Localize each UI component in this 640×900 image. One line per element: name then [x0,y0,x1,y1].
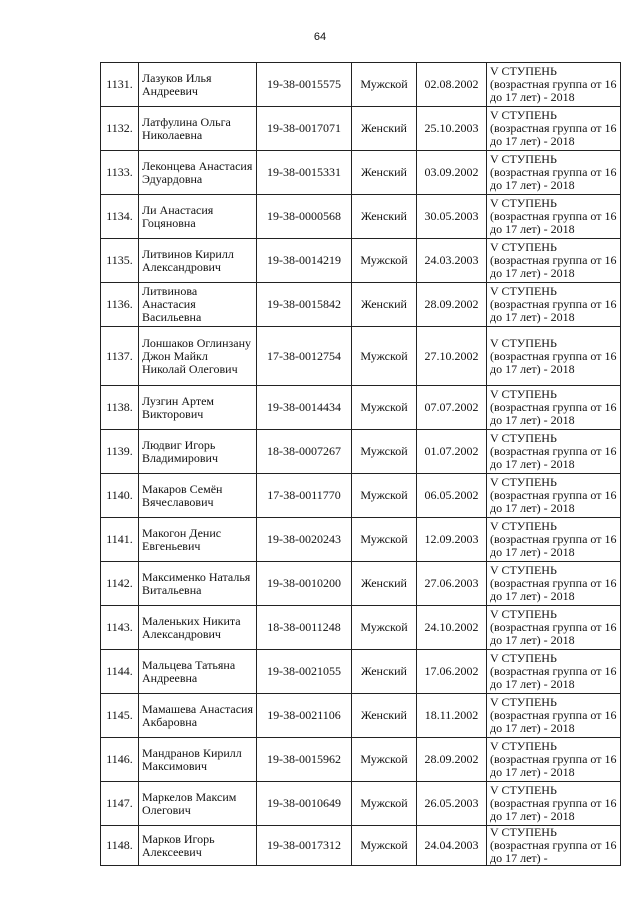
birth-date-cell: 02.08.2002 [417,63,487,107]
row-number-cell: 1134. [101,195,139,239]
gender-cell: Мужской [352,518,417,562]
birth-date-cell: 06.05.2002 [417,474,487,518]
stage-cell: V СТУПЕНЬ (возрастная группа от 16 до 17 лет) - 2018 [487,327,621,386]
uin-cell: 19-38-0015962 [257,738,352,782]
full-name-cell: Макогон Денис Евгеньевич [139,518,257,562]
uin-cell: 19-38-0015331 [257,151,352,195]
full-name-cell: Литвинова Анастасия Васильевна [139,283,257,327]
birth-date-cell: 03.09.2002 [417,151,487,195]
gender-cell: Мужской [352,474,417,518]
row-number-cell: 1137. [101,327,139,386]
row-number-cell: 1146. [101,738,139,782]
stage-cell: V СТУПЕНЬ (возрастная группа от 16 до 17 лет) - 2018 [487,195,621,239]
gender-cell: Женский [352,283,417,327]
stage-cell: V СТУПЕНЬ (возрастная группа от 16 до 17 лет) - [487,826,621,866]
table-row [101,386,621,430]
birth-date-cell: 18.11.2002 [417,694,487,738]
row-number-cell: 1143. [101,606,139,650]
table-row [101,283,621,327]
full-name-cell: Литвинов Кирилл Александрович [139,239,257,283]
table-row [101,782,621,826]
table-row [101,151,621,195]
uin-cell: 19-38-0014434 [257,386,352,430]
row-number-cell: 1136. [101,283,139,327]
stage-cell: V СТУПЕНЬ (возрастная группа от 16 до 17 лет) - 2018 [487,151,621,195]
birth-date-cell: 30.05.2003 [417,195,487,239]
full-name-cell: Максименко Наталья Витальевна [139,562,257,606]
birth-date-cell: 28.09.2002 [417,283,487,327]
full-name-cell: Леконцева Анастасия Эдуардовна [139,151,257,195]
full-name-cell: Марков Игорь Алексеевич [139,826,257,866]
full-name-cell: Маркелов Максим Олегович [139,782,257,826]
gender-cell: Мужской [352,826,417,866]
gender-cell: Мужской [352,738,417,782]
birth-date-cell: 17.06.2002 [417,650,487,694]
table-row [101,239,621,283]
row-number-cell: 1144. [101,650,139,694]
uin-cell: 18-38-0011248 [257,606,352,650]
uin-cell: 18-38-0007267 [257,430,352,474]
uin-cell: 19-38-0017071 [257,107,352,151]
full-name-cell: Мамашева Анастасия Акбаровна [139,694,257,738]
uin-cell: 19-38-0017312 [257,826,352,866]
table-row [101,826,621,866]
full-name-cell: Макаров Семён Вячеславович [139,474,257,518]
table-row [101,474,621,518]
gender-cell: Мужской [352,782,417,826]
row-number-cell: 1138. [101,386,139,430]
birth-date-cell: 25.10.2003 [417,107,487,151]
birth-date-cell: 07.07.2002 [417,386,487,430]
stage-cell: V СТУПЕНЬ (возрастная группа от 16 до 17 лет) - 2018 [487,386,621,430]
birth-date-cell: 24.10.2002 [417,606,487,650]
birth-date-cell: 24.03.2003 [417,239,487,283]
page-number: 64 [313,31,327,43]
birth-date-cell: 28.09.2002 [417,738,487,782]
table-row [101,327,621,386]
gender-cell: Мужской [352,327,417,386]
uin-cell: 19-38-0010200 [257,562,352,606]
row-number-cell: 1142. [101,562,139,606]
stage-cell: V СТУПЕНЬ (возрастная группа от 16 до 17 лет) - 2018 [487,650,621,694]
birth-date-cell: 27.10.2002 [417,327,487,386]
table-row [101,606,621,650]
table-row [101,738,621,782]
gender-cell: Женский [352,650,417,694]
row-number-cell: 1133. [101,151,139,195]
gender-cell: Мужской [352,606,417,650]
row-number-cell: 1132. [101,107,139,151]
full-name-cell: Мальцева Татьяна Андреевна [139,650,257,694]
row-number-cell: 1131. [101,63,139,107]
uin-cell: 17-38-0011770 [257,474,352,518]
gender-cell: Женский [352,694,417,738]
registry-table-body [101,63,621,866]
uin-cell: 19-38-0010649 [257,782,352,826]
gender-cell: Мужской [352,239,417,283]
table-row [101,63,621,107]
uin-cell: 19-38-0015842 [257,283,352,327]
stage-cell: V СТУПЕНЬ (возрастная группа от 16 до 17 лет) - 2018 [487,562,621,606]
stage-cell: V СТУПЕНЬ (возрастная группа от 16 до 17 лет) - 2018 [487,430,621,474]
birth-date-cell: 12.09.2003 [417,518,487,562]
gender-cell: Женский [352,151,417,195]
gender-cell: Женский [352,562,417,606]
row-number-cell: 1140. [101,474,139,518]
table-row [101,650,621,694]
gender-cell: Мужской [352,386,417,430]
row-number-cell: 1141. [101,518,139,562]
full-name-cell: Ли Анастасия Гоцяновна [139,195,257,239]
birth-date-cell: 26.05.2003 [417,782,487,826]
uin-cell: 17-38-0012754 [257,327,352,386]
uin-cell: 19-38-0014219 [257,239,352,283]
stage-cell: V СТУПЕНЬ (возрастная группа от 16 до 17 лет) - 2018 [487,738,621,782]
table-row [101,195,621,239]
full-name-cell: Латфулина Ольга Николаевна [139,107,257,151]
table-row [101,430,621,474]
gender-cell: Мужской [352,430,417,474]
table-row [101,518,621,562]
full-name-cell: Маленьких Никита Александрович [139,606,257,650]
row-number-cell: 1147. [101,782,139,826]
birth-date-cell: 01.07.2002 [417,430,487,474]
full-name-cell: Лазуков Илья Андреевич [139,63,257,107]
birth-date-cell: 24.04.2003 [417,826,487,866]
uin-cell: 19-38-0015575 [257,63,352,107]
stage-cell: V СТУПЕНЬ (возрастная группа от 16 до 17 лет) - 2018 [487,283,621,327]
uin-cell: 19-38-0020243 [257,518,352,562]
stage-cell: V СТУПЕНЬ (возрастная группа от 16 до 17 лет) - 2018 [487,694,621,738]
stage-cell: V СТУПЕНЬ (возрастная группа от 16 до 17 лет) - 2018 [487,518,621,562]
gender-cell: Женский [352,107,417,151]
row-number-cell: 1135. [101,239,139,283]
table-row [101,694,621,738]
stage-cell: V СТУПЕНЬ (возрастная группа от 16 до 17 лет) - 2018 [487,63,621,107]
uin-cell: 19-38-0000568 [257,195,352,239]
full-name-cell: Лоншаков Оглинзану Джон Майкл Николай Олегович [139,327,257,386]
table-row [101,107,621,151]
full-name-cell: Лузгин Артем Викторович [139,386,257,430]
row-number-cell: 1139. [101,430,139,474]
stage-cell: V СТУПЕНЬ (возрастная группа от 16 до 17 лет) - 2018 [487,474,621,518]
table-row [101,562,621,606]
gender-cell: Женский [352,195,417,239]
stage-cell: V СТУПЕНЬ (возрастная группа от 16 до 17 лет) - 2018 [487,606,621,650]
gender-cell: Мужской [352,63,417,107]
full-name-cell: Людвиг Игорь Владимирович [139,430,257,474]
uin-cell: 19-38-0021106 [257,694,352,738]
stage-cell: V СТУПЕНЬ (возрастная группа от 16 до 17 лет) - 2018 [487,107,621,151]
stage-cell: V СТУПЕНЬ (возрастная группа от 16 до 17 лет) - 2018 [487,239,621,283]
uin-cell: 19-38-0021055 [257,650,352,694]
registry-table [100,62,621,866]
full-name-cell: Мандранов Кирилл Максимович [139,738,257,782]
row-number-cell: 1145. [101,694,139,738]
birth-date-cell: 27.06.2003 [417,562,487,606]
stage-cell: V СТУПЕНЬ (возрастная группа от 16 до 17 лет) - 2018 [487,782,621,826]
row-number-cell: 1148. [101,826,139,866]
